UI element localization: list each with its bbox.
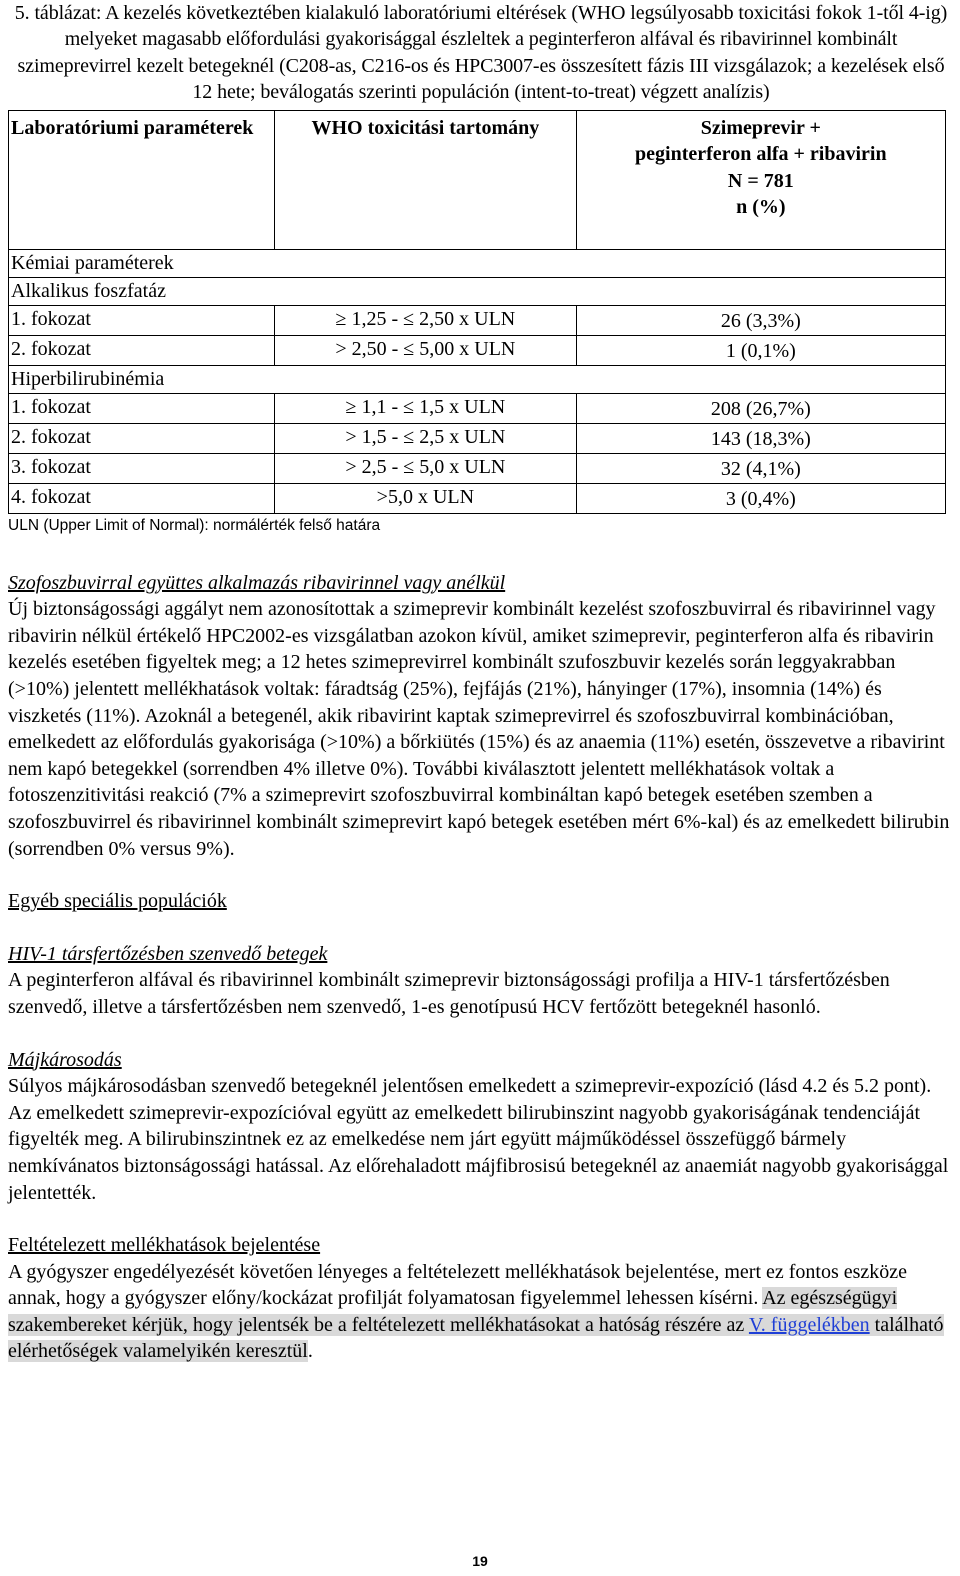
section-chemistry: Kémiai paraméterek xyxy=(9,249,946,277)
table-header-row xyxy=(9,110,946,249)
value-cell xyxy=(576,453,945,483)
header-treatment-line2: peginterferon alfa + ribavirin xyxy=(635,143,887,166)
header-treatment-line3: N = 781 xyxy=(727,169,794,192)
value-text: 208 (26,7%) xyxy=(710,397,811,420)
header-lab-parameters: Laboratóriumi paraméterek xyxy=(9,110,275,249)
reporting-text-end: . xyxy=(307,1340,313,1363)
range-cell: > 1,5 - ≤ 2,5 x ULN xyxy=(275,423,577,453)
section-hiv-title: HIV-1 társfertőzésben szenvedő betegek xyxy=(8,942,328,965)
grade-cell: 2. fokozat xyxy=(9,423,275,453)
section-sofosbuvir-title: Szofoszbuvirral együttes alkalmazás ribavirinnel vagy anélkül xyxy=(8,571,506,594)
table-row xyxy=(9,393,946,423)
table-row xyxy=(9,483,946,513)
section-reporting-text xyxy=(8,1259,954,1365)
section-sofosbuvir-text: Új biztonságossági aggályt nem azonosítottak a szimeprevir kombinált kezelést szofoszbuvirral és ribavirinnel vagy ribavirin nélkül értékelő HPC2002-es vizsgálatban azokon kívül, amiket szimeprevir, peginterferon alfa és ribavirin kezelés esetében figyeltek meg; a 12 hetes szimeprevirrel kombinált szufoszbuvir kezelés során leggyakrabban (>10%) jelentett mellékhatások voltak: fáradtság (25%), fejfájás (21%), hányinger (17%), insomnia (14%) és viszketés (11%). Azoknál a betegenél, akik ribavirint kaptak szimeprevirrel és szofoszbuvirral kombinációban, emelkedett az előfordulás gyakorisága (>10%) a bőrkiütés (15%) és az anaemia (11%) esetén, összevetve a ribavirint nem kapó betegekkel (sorrendben 4% illetve 0%). További kiválasztott jelentett mellékhatások voltak a fotoszenzitivitási reakció (7% a szimeprevirt szofoszbuvirral kombináltan kapó betegek esetében szemben a szofoszbuvirrel és ribavirinnel kombinált szimeprevirt kapó betegek esetében mért 6%-kal) és az emelkedett bilirubin (sorrendben 0% versus 9%). xyxy=(8,598,950,860)
table-row xyxy=(9,365,946,393)
section-hepatic-text: Súlyos májkárosodásban szenvedő betegeknél jelentősen emelkedett a szimeprevir-expozíció (lásd 4.2 és 5.2 pont). Az emelkedett szimeprevir-expozícióval együtt az emelkedett bilirubinszint nagyobb gyakoriságának tendenciáját figyelték meg. A bilirubinszintnek ez az emelkedése nem járt együtt májműködéssel összefüggő bármely nemkívánatos biztonságossági hatással. Az előrehaladott májfibrosisú betegeknél az anaemiát nagyobb gyakorisággal jelentették. xyxy=(8,1075,949,1204)
lab-abnormalities-table xyxy=(8,110,946,514)
value-text: 143 (18,3%) xyxy=(710,427,811,450)
grade-cell: 4. fokozat xyxy=(9,483,275,513)
table-row xyxy=(9,277,946,305)
group-alkaline-phosphatase: Alkalikus foszfatáz xyxy=(9,277,946,305)
section-hepatic-title: Májkárosodás xyxy=(8,1048,122,1071)
reporting-text-part2: Az egészségügyi szakembereket kérjük, hogy jelentsék be a feltételezett mellékhatásokat a hatóság részére az xyxy=(8,1287,898,1336)
value-text: 32 (4,1%) xyxy=(720,457,801,480)
appendix-v-link[interactable]: V. függelékben xyxy=(748,1313,870,1336)
document-page xyxy=(8,0,954,1365)
header-treatment-line4: n (%) xyxy=(736,196,786,219)
page-number: 19 xyxy=(472,1553,488,1569)
value-cell xyxy=(576,305,945,335)
spacer xyxy=(8,915,954,941)
table-row xyxy=(9,249,946,277)
section-special-populations-title: Egyéb speciális populációk xyxy=(8,890,227,913)
table-row xyxy=(9,423,946,453)
value-cell xyxy=(576,483,945,513)
grade-cell: 3. fokozat xyxy=(9,453,275,483)
value-cell xyxy=(576,393,945,423)
section-reporting-title: Feltételezett mellékhatások bejelentése xyxy=(8,1234,321,1257)
reporting-text-part1: A gyógyszer engedélyezését követően lényeges a feltételezett mellékhatások bejelentése, mert ez fontos eszköze annak, hogy a gyógyszer előny/kockázat profilját folyamatosan figyelemmel lehessen kísérni. xyxy=(8,1260,908,1310)
section-hiv-text: A peginterferon alfával és ribavirinnel kombinált szimeprevir biztonságossági profilja a HIV-1 társfertőzésben szenvedő, illetve a társfertőzésben nem szenvedő, 1-es genotípusú HCV fertőzött betegeknél hasonló. xyxy=(8,969,890,1018)
spacer xyxy=(8,536,954,570)
value-text: 3 (0,4%) xyxy=(725,487,796,510)
range-cell: ≥ 1,25 - ≤ 2,50 x ULN xyxy=(275,305,577,335)
value-text: 1 (0,1%) xyxy=(725,339,796,362)
value-text: 26 (3,3%) xyxy=(720,309,801,332)
group-hyperbilirubinemia: Hiperbilirubinémia xyxy=(9,365,946,393)
table-row xyxy=(9,335,946,365)
reporting-text-part3: található elérhetőségek valamelyikén keresztül xyxy=(8,1313,944,1363)
range-cell: > 2,5 - ≤ 5,0 x ULN xyxy=(275,453,577,483)
spacer xyxy=(8,1206,954,1232)
range-cell: >5,0 x ULN xyxy=(275,483,577,513)
table-footnote: ULN (Upper Limit of Normal): normálérték felső határa xyxy=(8,516,381,534)
header-treatment-line1: Szimeprevir + xyxy=(700,116,821,139)
value-cell xyxy=(576,335,945,365)
table-row xyxy=(9,305,946,335)
range-cell: ≥ 1,1 - ≤ 1,5 x ULN xyxy=(275,393,577,423)
spacer xyxy=(8,862,954,888)
header-who-range: WHO toxicitási tartomány xyxy=(275,110,577,249)
table-caption: 5. táblázat: A kezelés következtében kialakuló laboratóriumi eltérések (WHO legsúlyosabb toxicitási fokok 1-től 4-ig) melyeket magasabb előfordulási gyakorisággal észleltek a peginterferon alfával és ribavirinnel kombinált szimeprevirrel kezelt betegeknél (C208-as, C216-os és HPC3007-es összesített fázis III vizsgálazok; a kezelések első 12 hete; beválogatás szerinti populáción (intent-to-treat) végzett analízis) xyxy=(14,2,948,104)
grade-cell: 1. fokozat xyxy=(9,305,275,335)
grade-cell: 1. fokozat xyxy=(9,393,275,423)
table-row xyxy=(9,453,946,483)
grade-cell: 2. fokozat xyxy=(9,335,275,365)
spacer xyxy=(8,1021,954,1047)
header-treatment-group xyxy=(576,110,945,249)
value-cell xyxy=(576,423,945,453)
range-cell: > 2,50 - ≤ 5,00 x ULN xyxy=(275,335,577,365)
